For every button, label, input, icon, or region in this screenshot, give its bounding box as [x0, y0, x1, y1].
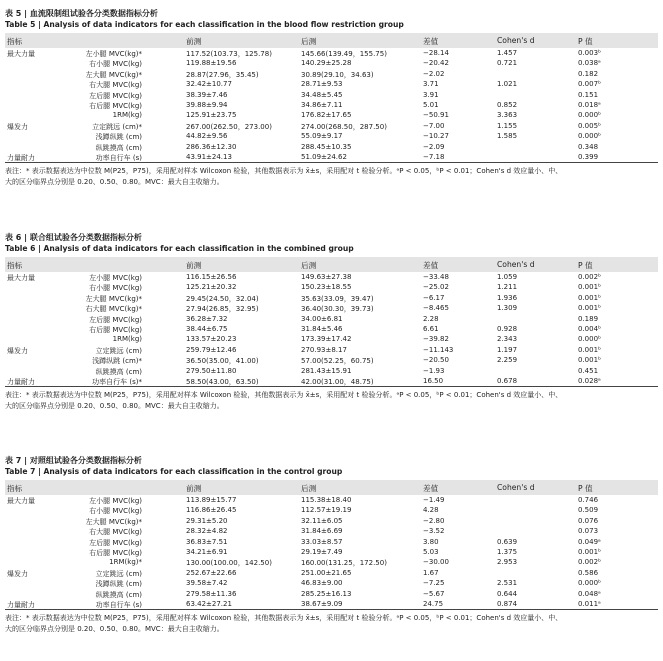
row-cohen-value: 1.309 — [497, 304, 518, 313]
row-indicator: 功率自行车 (s) — [95, 153, 142, 162]
row-pre-value: 29.31±5.20 — [186, 516, 228, 525]
table-row — [5, 58, 658, 68]
table-row — [5, 516, 658, 526]
row-post-value: 149.63±27.38 — [301, 273, 352, 281]
row-cohen-value: 1.457 — [497, 49, 518, 57]
row-diff-value: −3.52 — [423, 527, 445, 536]
col-pre: 前测 — [186, 484, 202, 493]
row-pre-value: 279.50±11.80 — [186, 366, 237, 375]
table-caption-cn: 表 6 | 联合组试验各分类数据指标分析 — [5, 233, 142, 242]
table-note-line-2: 大的区分临界点分别是 0.20、0.50、0.80。MVC：最大自主收缩力。 — [5, 625, 224, 634]
table-note — [5, 613, 658, 635]
table-row — [5, 272, 658, 282]
row-indicator: 浅蹲纵跳 (cm) — [95, 580, 142, 589]
table-note — [5, 390, 658, 412]
row-diff-value: 1.67 — [423, 568, 439, 577]
row-pre-value: 286.36±12.30 — [186, 142, 237, 151]
row-pre-value: 29.45(24.50，32.04) — [186, 294, 259, 303]
table-caption-en: Table 5 | Analysis of data indicators for each classification in the blood flow restriction group — [5, 20, 404, 29]
table-row — [5, 131, 658, 141]
row-diff-value: −10.27 — [423, 132, 449, 141]
row-indicator: 功率自行车 (s) — [95, 600, 142, 609]
table-row — [5, 324, 658, 334]
row-indicator: 右后腿 MVC(kg) — [89, 548, 142, 557]
row-pre-value: 63.42±27.21 — [186, 599, 232, 608]
row-pre-value: 130.00(100.00，142.50) — [186, 559, 272, 568]
row-p-value: 0.011ᵃ — [578, 599, 601, 608]
row-p-value: 0.000ᵇ — [578, 335, 602, 344]
table-row — [5, 79, 658, 89]
row-pre-value: 39.58±7.42 — [186, 579, 228, 588]
row-p-value: 0.004ᵇ — [578, 324, 602, 333]
row-diff-value: −1.49 — [423, 496, 445, 504]
row-pre-value: 252.67±22.66 — [186, 568, 237, 577]
row-cohen-value: 1.936 — [497, 293, 518, 302]
row-pre-value: 27.94(26.85，32.95) — [186, 305, 259, 314]
table-row — [5, 282, 658, 292]
row-p-value: 0.509 — [578, 506, 599, 515]
row-indicator: 立定跳远 (cm) — [95, 569, 142, 578]
row-p-value: 0.018ᵃ — [578, 100, 601, 109]
col-post: 后测 — [301, 261, 317, 270]
row-post-value: 285.25±16.13 — [301, 589, 352, 598]
row-diff-value: −50.91 — [423, 111, 449, 120]
row-pre-value: 125.21±20.32 — [186, 283, 237, 292]
row-post-value: 150.23±18.55 — [301, 283, 352, 292]
col-cohen: Cohen's d — [497, 483, 535, 492]
row-post-value: 31.84±5.46 — [301, 324, 343, 333]
row-p-value: 0.076 — [578, 516, 599, 525]
row-cohen-value: 2.343 — [497, 335, 518, 344]
table-row — [5, 152, 658, 162]
row-indicator: 左后腿 MVC(kg) — [89, 538, 142, 547]
table-row — [5, 578, 658, 588]
row-p-value: 0.049ᵃ — [578, 537, 601, 546]
row-p-value: 0.586 — [578, 568, 599, 577]
table-header — [5, 480, 658, 495]
row-post-value: 55.09±9.17 — [301, 132, 343, 141]
row-pre-value: 133.57±20.23 — [186, 335, 237, 344]
row-indicator: 浅蹲纵跳 (cm) — [95, 133, 142, 142]
row-category: 爆发力 — [7, 122, 28, 131]
row-pre-value: 32.42±10.77 — [186, 80, 232, 89]
row-post-value: 288.45±10.35 — [301, 142, 352, 151]
row-diff-value: −30.00 — [423, 558, 449, 567]
row-diff-value: 16.50 — [423, 376, 444, 385]
row-category: 最大力量 — [7, 497, 35, 505]
row-pre-value: 267.00(262.50，273.00) — [186, 122, 272, 131]
row-diff-value: 2.28 — [423, 314, 439, 323]
row-diff-value: 3.80 — [423, 537, 439, 546]
row-post-value: 176.82±17.65 — [301, 111, 352, 120]
row-category: 爆发力 — [7, 346, 28, 355]
row-post-value: 34.86±7.11 — [301, 100, 343, 109]
row-indicator: 右大腿 MVC(kg)* — [85, 305, 142, 314]
row-p-value: 0.182 — [578, 69, 599, 78]
col-p: P 值 — [578, 484, 593, 493]
table-note-line-2: 大的区分临界点分别是 0.20、0.50、0.80。MVC：最大自主收缩力。 — [5, 402, 224, 411]
row-indicator: 左大腿 MVC(kg)* — [85, 70, 142, 79]
row-post-value: 46.83±9.00 — [301, 579, 343, 588]
row-pre-value: 116.15±26.56 — [186, 273, 237, 281]
row-pre-value: 36.28±7.32 — [186, 314, 228, 323]
table-note-line-1: 表注：* 表示数据表达为中位数 M(P25，P75)，采用配对样本 Wilcoxon 检验，其他数据表示为 x̄±s，采用配对 t 检验分析。ᵃP < 0.05，ᵇP < 0.01；Cohen's d 效应量小、中、 — [5, 167, 563, 176]
row-indicator: 1RM(kg) — [112, 335, 142, 344]
row-cohen-value: 1.211 — [497, 283, 518, 292]
row-indicator: 纵跳摸高 (cm) — [95, 367, 142, 376]
row-cohen-value: 3.363 — [497, 111, 518, 120]
col-pre: 前测 — [186, 261, 202, 270]
row-post-value: 160.00(131.25，172.50) — [301, 559, 387, 568]
col-pre: 前测 — [186, 37, 202, 46]
row-p-value: 0.001ᵇ — [578, 283, 602, 292]
col-indicator: 指标 — [7, 37, 23, 46]
row-indicator: 立定跳远 (cm) — [95, 346, 142, 355]
row-indicator: 右大腿 MVC(kg) — [89, 528, 142, 537]
row-p-value: 0.000ᵇ — [578, 111, 602, 120]
row-p-value: 0.028ᵃ — [578, 376, 601, 385]
row-p-value: 0.189 — [578, 314, 599, 323]
row-indicator: 左后腿 MVC(kg) — [89, 91, 142, 100]
row-cohen-value: 1.155 — [497, 121, 518, 130]
row-cohen-value: 0.639 — [497, 537, 518, 546]
col-cohen: Cohen's d — [497, 260, 535, 269]
row-diff-value: −28.14 — [423, 49, 449, 57]
table-header — [5, 33, 658, 48]
row-post-value: 38.67±9.09 — [301, 599, 343, 608]
row-cohen-value: 0.852 — [497, 100, 518, 109]
table-caption-cn: 表 5 | 血流限制组试验各分类数据指标分析 — [5, 9, 158, 18]
row-p-value: 0.002ᵇ — [578, 273, 602, 281]
row-cohen-value: 0.874 — [497, 599, 518, 608]
row-indicator: 左小腿 MVC(kg) — [89, 274, 142, 282]
row-category: 力量耐力 — [7, 600, 35, 609]
table-row — [5, 537, 658, 547]
table-row — [5, 110, 658, 120]
row-pre-value: 38.39±7.46 — [186, 90, 228, 99]
row-diff-value: −1.93 — [423, 366, 445, 375]
row-diff-value: −25.02 — [423, 283, 449, 292]
row-p-value: 0.399 — [578, 152, 599, 161]
row-pre-value: 117.52(103.73，125.78) — [186, 50, 272, 58]
row-diff-value: −2.80 — [423, 516, 445, 525]
row-p-value: 0.001ᵇ — [578, 304, 602, 313]
row-cohen-value: 1.059 — [497, 273, 518, 281]
row-cohen-value: 1.021 — [497, 80, 518, 89]
col-p: P 值 — [578, 37, 593, 46]
row-diff-value: −39.82 — [423, 335, 449, 344]
row-diff-value: −7.18 — [423, 152, 445, 161]
row-indicator: 左大腿 MVC(kg)* — [85, 294, 142, 303]
row-diff-value: 4.28 — [423, 506, 439, 515]
row-indicator: 右后腿 MVC(kg) — [89, 101, 142, 110]
table-row — [5, 293, 658, 303]
table-row — [5, 142, 658, 152]
row-p-value: 0.001ᵇ — [578, 547, 602, 556]
table-row — [5, 100, 658, 110]
table-row — [5, 376, 658, 386]
row-p-value: 0.001ᵇ — [578, 293, 602, 302]
row-post-value: 34.48±5.45 — [301, 90, 343, 99]
row-pre-value: 28.87(27.96，35.45) — [186, 70, 259, 79]
row-diff-value: 5.01 — [423, 100, 439, 109]
row-p-value: 0.000ᵇ — [578, 579, 602, 588]
row-post-value: 51.09±24.62 — [301, 152, 347, 161]
row-cohen-value: 0.644 — [497, 589, 518, 598]
row-indicator: 纵跳摸高 (cm) — [95, 143, 142, 152]
table-row — [5, 557, 658, 567]
row-pre-value: 39.88±9.94 — [186, 100, 228, 109]
row-indicator: 左小腿 MVC(kg)* — [85, 50, 142, 58]
row-diff-value: 3.91 — [423, 90, 439, 99]
row-diff-value: −2.02 — [423, 69, 445, 78]
row-category: 力量耐力 — [7, 153, 35, 162]
table-row — [5, 48, 658, 58]
col-indicator: 指标 — [7, 484, 23, 493]
row-indicator: 左后腿 MVC(kg) — [89, 315, 142, 324]
row-pre-value: 36.83±7.51 — [186, 537, 228, 546]
row-post-value: 251.00±21.65 — [301, 568, 352, 577]
row-indicator: 右大腿 MVC(kg) — [89, 81, 142, 90]
row-p-value: 0.000ᵇ — [578, 132, 602, 141]
row-p-value: 0.151 — [578, 90, 599, 99]
row-pre-value: 58.50(43.00，63.50) — [186, 377, 259, 386]
row-diff-value: 5.03 — [423, 547, 439, 556]
row-cohen-value: 1.197 — [497, 345, 518, 354]
row-indicator: 功率自行车 (s)* — [92, 377, 142, 386]
row-p-value: 0.001ᵇ — [578, 356, 602, 365]
row-post-value: 33.03±8.57 — [301, 537, 343, 546]
row-cohen-value: 0.678 — [497, 376, 518, 385]
row-post-value: 28.71±9.53 — [301, 80, 343, 89]
row-pre-value: 113.89±15.77 — [186, 496, 237, 504]
row-diff-value: −7.25 — [423, 579, 445, 588]
row-cohen-value: 2.259 — [497, 356, 518, 365]
row-p-value: 0.002ᵇ — [578, 558, 602, 567]
table-row — [5, 495, 658, 505]
table-6 — [5, 232, 658, 412]
table-body — [5, 495, 658, 610]
row-indicator: 左小腿 MVC(kg) — [89, 497, 142, 505]
table-row — [5, 505, 658, 515]
row-post-value: 29.19±7.49 — [301, 547, 343, 556]
row-category: 最大力量 — [7, 50, 35, 58]
col-indicator: 指标 — [7, 261, 23, 270]
table-row — [5, 599, 658, 609]
table-caption-en: Table 6 | Analysis of data indicators for each classification in the combined group — [5, 244, 354, 253]
row-p-value: 0.001ᵇ — [578, 345, 602, 354]
row-p-value: 0.038ᵃ — [578, 59, 601, 68]
row-post-value: 42.00(31.00，48.75) — [301, 377, 374, 386]
row-post-value: 34.00±6.81 — [301, 314, 343, 323]
row-pre-value: 259.79±12.46 — [186, 345, 237, 354]
table-body — [5, 272, 658, 387]
table-note-line-2: 大的区分临界点分别是 0.20、0.50、0.80。MVC：最大自主收缩力。 — [5, 178, 224, 187]
row-pre-value: 28.32±4.82 — [186, 527, 228, 536]
row-indicator: 1RM(kg) — [112, 111, 142, 120]
col-diff: 差值 — [423, 484, 439, 493]
table-caption-cn: 表 7 | 对照组试验各分类数据指标分析 — [5, 456, 142, 465]
row-post-value: 274.00(268.50，287.50) — [301, 122, 387, 131]
row-diff-value: −2.09 — [423, 142, 445, 151]
row-cohen-value: 1.375 — [497, 547, 518, 556]
table-row — [5, 355, 658, 365]
table-row — [5, 121, 658, 131]
row-indicator: 浅蹲纵跳 (cm)* — [92, 357, 142, 366]
table-7 — [5, 455, 658, 635]
row-indicator: 纵跳摸高 (cm) — [95, 590, 142, 599]
row-post-value: 57.00(52.25，60.75) — [301, 357, 374, 366]
row-diff-value: −20.42 — [423, 59, 449, 68]
table-row — [5, 314, 658, 324]
row-pre-value: 279.58±11.36 — [186, 589, 237, 598]
table-body — [5, 48, 658, 163]
row-pre-value: 119.88±19.56 — [186, 59, 237, 68]
row-p-value: 0.073 — [578, 527, 599, 536]
row-indicator: 右小腿 MVC(kg) — [89, 284, 142, 293]
row-diff-value: −5.67 — [423, 589, 445, 598]
table-row — [5, 366, 658, 376]
row-pre-value: 36.50(35.00，41.00) — [186, 357, 259, 366]
col-post: 后测 — [301, 37, 317, 46]
row-pre-value: 38.44±6.75 — [186, 324, 228, 333]
row-diff-value: −7.00 — [423, 121, 445, 130]
row-category: 最大力量 — [7, 274, 35, 282]
row-p-value: 0.048ᵃ — [578, 589, 601, 598]
col-post: 后测 — [301, 484, 317, 493]
row-indicator: 左大腿 MVC(kg)* — [85, 517, 142, 526]
col-diff: 差值 — [423, 37, 439, 46]
row-post-value: 270.93±8.17 — [301, 345, 347, 354]
row-diff-value: −6.17 — [423, 293, 445, 302]
row-pre-value: 44.82±9.56 — [186, 132, 228, 141]
table-row — [5, 526, 658, 536]
table-header — [5, 257, 658, 272]
table-row — [5, 69, 658, 79]
row-indicator: 右小腿 MVC(kg) — [89, 507, 142, 516]
row-post-value: 35.63(33.09，39.47) — [301, 294, 374, 303]
row-p-value: 0.007ᵇ — [578, 80, 602, 89]
col-cohen: Cohen's d — [497, 36, 535, 45]
table-note — [5, 166, 658, 188]
row-diff-value: 3.71 — [423, 80, 439, 89]
row-p-value: 0.746 — [578, 496, 599, 504]
row-cohen-value: 2.531 — [497, 579, 518, 588]
table-row — [5, 303, 658, 313]
col-diff: 差值 — [423, 261, 439, 270]
row-category: 爆发力 — [7, 569, 28, 578]
row-post-value: 140.29±25.28 — [301, 59, 352, 68]
row-diff-value: 6.61 — [423, 324, 439, 333]
row-post-value: 115.38±18.40 — [301, 496, 352, 504]
row-pre-value: 43.91±24.13 — [186, 152, 232, 161]
table-row — [5, 345, 658, 355]
row-diff-value: −11.143 — [423, 345, 454, 354]
row-cohen-value: 0.721 — [497, 59, 518, 68]
row-p-value: 0.005ᵇ — [578, 121, 602, 130]
table-row — [5, 547, 658, 557]
table-note-line-1: 表注：* 表示数据表达为中位数 M(P25，P75)，采用配对样本 Wilcoxon 检验，其他数据表示为 x̄±s，采用配对 t 检验分析。ᵃP < 0.05，ᵇP < 0.01；Cohen's d 效应量小、中、 — [5, 614, 563, 623]
row-indicator: 右后腿 MVC(kg) — [89, 325, 142, 334]
row-pre-value: 125.91±23.75 — [186, 111, 237, 120]
table-row — [5, 568, 658, 578]
row-indicator: 1RM(kg)* — [109, 558, 142, 567]
row-post-value: 30.89(29.10，34.63) — [301, 70, 374, 79]
row-post-value: 145.66(139.49，155.75) — [301, 50, 387, 58]
row-diff-value: −33.48 — [423, 273, 449, 281]
row-cohen-value: 0.928 — [497, 324, 518, 333]
table-row — [5, 334, 658, 344]
table-caption-en: Table 7 | Analysis of data indicators for each classification in the control group — [5, 467, 343, 476]
row-diff-value: 24.75 — [423, 599, 444, 608]
row-diff-value: −20.50 — [423, 356, 449, 365]
row-post-value: 173.39±17.42 — [301, 335, 352, 344]
row-post-value: 281.43±15.91 — [301, 366, 352, 375]
row-post-value: 112.57±19.19 — [301, 506, 352, 515]
col-p: P 值 — [578, 261, 593, 270]
row-diff-value: −8.465 — [423, 304, 449, 313]
table-5 — [5, 8, 658, 188]
row-pre-value: 34.21±6.91 — [186, 547, 228, 556]
row-category: 力量耐力 — [7, 377, 35, 386]
table-row — [5, 589, 658, 599]
row-p-value: 0.451 — [578, 366, 599, 375]
table-row — [5, 90, 658, 100]
table-note-line-1: 表注：* 表示数据表达为中位数 M(P25，P75)，采用配对样本 Wilcoxon 检验，其他数据表示为 x̄±s，采用配对 t 检验分析。ᵃP < 0.05，ᵇP < 0.01；Cohen's d 效应量小、中、 — [5, 391, 563, 400]
row-p-value: 0.003ᵇ — [578, 49, 602, 57]
row-post-value: 36.40(30.30，39.73) — [301, 305, 374, 314]
row-pre-value: 116.86±26.45 — [186, 506, 237, 515]
row-post-value: 31.84±6.69 — [301, 527, 343, 536]
row-indicator: 右小腿 MVC(kg) — [89, 60, 142, 69]
row-indicator: 立定跳远 (cm)* — [92, 122, 142, 131]
row-cohen-value: 2.953 — [497, 558, 518, 567]
row-post-value: 32.11±6.05 — [301, 516, 343, 525]
row-cohen-value: 1.585 — [497, 132, 518, 141]
row-p-value: 0.348 — [578, 142, 599, 151]
